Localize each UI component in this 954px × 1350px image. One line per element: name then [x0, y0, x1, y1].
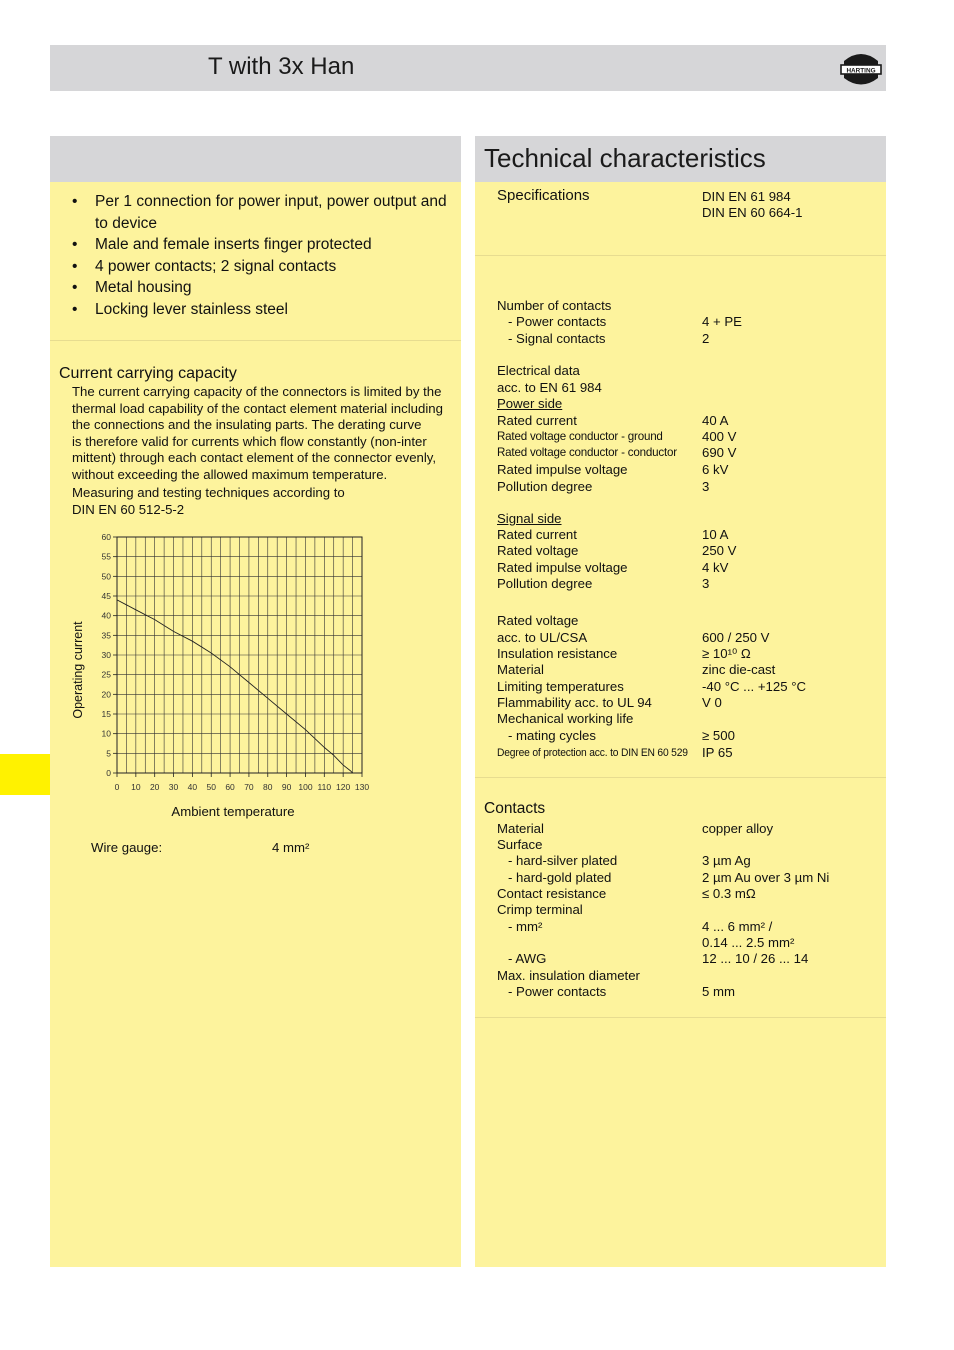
spec-row-value: 0.14 ... 2.5 mm² — [702, 935, 795, 950]
spec-row-label: - Power contacts — [508, 314, 607, 329]
text-line: the connections and the insulating parts. The derating curve — [72, 417, 422, 432]
x-tick-label: 110 — [317, 782, 332, 792]
text-line: thermal load capability of the contact element material including — [72, 400, 443, 416]
spec-row-value: ≥ 10¹⁰ Ω — [702, 646, 751, 661]
spec-row-label: Rated impulse voltage — [497, 560, 628, 575]
spec-row-value: 400 V — [702, 429, 737, 444]
spec-row-value: zinc die-cast — [702, 662, 776, 677]
y-tick-label: 10 — [101, 728, 111, 739]
spec-row-value: 40 A — [702, 413, 729, 428]
spec-row-label: - mating cycles — [508, 728, 596, 743]
spec-row-value: 3 µm Ag — [702, 853, 751, 868]
feature-item: • Male and female inserts finger protected — [72, 234, 462, 256]
page-title: T with 3x Han — [208, 53, 355, 80]
y-tick-label: 25 — [101, 669, 111, 680]
spec-row-value: 2 — [702, 331, 710, 346]
spec-row-value: 2 µm Au over 3 µm Ni — [702, 870, 830, 885]
spec-row-value: 4 kV — [702, 560, 729, 575]
spec-row-label: acc. to UL/CSA — [497, 630, 588, 645]
spec-row-label: Surface — [497, 837, 543, 852]
text-line: without exceeding the allowed maximum temperature. — [72, 466, 388, 482]
y-tick-label: 30 — [101, 650, 111, 660]
spec-row-label: Contact resistance — [497, 886, 607, 901]
feature-item: • Per 1 connection for power input, power output and to device — [72, 191, 462, 234]
spec-row-label: Rated voltage — [497, 613, 579, 628]
y-tick-label: 20 — [101, 689, 111, 700]
x-tick-label: 0 — [114, 782, 120, 792]
x-tick-label: 80 — [263, 782, 273, 792]
y-tick-label: 45 — [101, 591, 111, 601]
spec-row-value: ≤ 0.3 mΩ — [702, 886, 756, 901]
spec-row-value: 690 V — [702, 445, 737, 460]
spec-row-value: V 0 — [702, 695, 722, 710]
header-bar — [50, 45, 886, 91]
spec-row-value: 5 mm — [702, 984, 735, 999]
spec-row-label: Electrical data — [497, 363, 580, 378]
feature-list — [72, 191, 462, 320]
spec-row-label: - Signal contacts — [508, 331, 606, 346]
text-line: The current carrying capacity of the connectors is limited by the — [72, 384, 442, 399]
x-tick-label: 130 — [354, 782, 370, 792]
spec-row-label: Max. insulation diameter — [497, 968, 640, 983]
x-tick-label: 120 — [336, 782, 351, 792]
spec-row-label: Material — [497, 662, 544, 677]
spec-row-label: Degree of protection acc. to DIN EN 60 529 — [497, 747, 688, 759]
spec-row-label: Rated current — [497, 413, 577, 428]
spec-row-value: 3 — [702, 479, 710, 494]
spec-row-label: Pollution degree — [497, 479, 593, 494]
x-tick-label: 100 — [298, 782, 313, 792]
spec-row-label: - Power contacts — [508, 984, 607, 999]
spec-row-label: Number of contacts — [497, 298, 612, 313]
spec-row-label: Material — [497, 821, 544, 836]
spec-row-value: 3 — [702, 576, 710, 591]
x-tick-label: 40 — [187, 782, 198, 792]
y-tick-label: 50 — [101, 571, 111, 582]
spec-row-value: 10 A — [702, 527, 729, 542]
spec-row-label: - AWG — [508, 951, 547, 966]
feature-item: • Metal housing — [72, 277, 462, 299]
spec-row-value: 250 V — [702, 543, 737, 558]
derating-curve — [117, 600, 353, 773]
spec-row-value: 4 + PE — [702, 314, 742, 329]
spec-row-value: 6 kV — [702, 462, 729, 477]
x-axis-label: Ambient temperature — [171, 804, 295, 819]
side-tab — [0, 754, 50, 795]
spec-row-label: Rated impulse voltage — [497, 462, 628, 477]
current-capacity-text — [72, 384, 462, 483]
y-tick-label: 35 — [101, 630, 111, 641]
spec-row-label: Pollution degree — [497, 576, 593, 591]
spec-row-label: Rated voltage conductor - ground — [497, 430, 663, 443]
spec-row-label: Rated voltage conductor - conductor — [497, 446, 677, 459]
spec-value: DIN EN 61 984 — [702, 189, 791, 204]
right-divider — [475, 255, 886, 256]
feature-item: • Locking lever stainless steel — [72, 299, 462, 321]
y-tick-label: 5 — [106, 748, 111, 759]
svg-text:HARTING: HARTING — [846, 67, 876, 75]
y-tick-label: 55 — [101, 551, 111, 562]
spec-value: DIN EN 60 664-1 — [702, 205, 803, 220]
spec-row-value: -40 °C ... +125 °C — [702, 679, 807, 694]
y-tick-label: 0 — [106, 768, 111, 778]
y-tick-label: 60 — [101, 532, 111, 542]
spec-row-value: copper alloy — [702, 821, 774, 836]
left-panel-header — [50, 136, 461, 182]
x-tick-label: 60 — [225, 782, 235, 792]
spec-row-label: - mm² — [508, 919, 543, 934]
y-axis-label: Operating current — [71, 621, 85, 719]
x-tick-label: 90 — [281, 782, 292, 792]
spec-row-value: 600 / 250 V — [702, 630, 770, 645]
spec-label: Specifications — [497, 187, 590, 204]
spec-row-label: Flammability acc. to UL 94 — [497, 695, 652, 710]
current-capacity-title: Current carrying capacity — [59, 365, 237, 382]
wire-gauge-value: 4 mm² — [272, 840, 310, 855]
wire-gauge-label: Wire gauge: — [91, 840, 163, 855]
spec-row-label: Crimp terminal — [497, 902, 583, 917]
spec-row-value: 4 ... 6 mm² / — [702, 919, 773, 934]
spec-row-label: Insulation resistance — [497, 646, 618, 661]
feature-item: • 4 power contacts; 2 signal contacts — [72, 256, 462, 278]
y-tick-label: 15 — [101, 709, 111, 719]
left-divider — [50, 340, 461, 341]
y-tick-label: 40 — [101, 610, 111, 621]
spec-row-value: 12 ... 10 / 26 ... 14 — [702, 951, 809, 966]
measuring-text — [72, 485, 462, 518]
spec-row-label: acc. to EN 61 984 — [497, 380, 602, 395]
right-divider — [475, 1017, 886, 1018]
x-tick-label: 30 — [168, 782, 179, 792]
spec-row-label: Mechanical working life — [497, 711, 634, 726]
spec-row-label: Limiting temperatures — [497, 679, 624, 694]
contacts-title: Contacts — [484, 800, 546, 817]
spec-row-label: - hard-silver plated — [508, 853, 618, 868]
spec-row-label: Signal side — [497, 511, 562, 526]
spec-row-value: IP 65 — [702, 745, 733, 760]
x-tick-label: 70 — [244, 782, 254, 792]
derating-chart — [60, 525, 390, 825]
text-line: Measuring and testing techniques according to — [72, 485, 345, 500]
spec-row-label: - hard-gold plated — [508, 870, 612, 885]
x-tick-label: 50 — [206, 782, 216, 792]
x-tick-label: 20 — [149, 782, 160, 792]
text-line: mittent) through each contact element of the connector evenly, — [72, 450, 437, 465]
text-line: is therefore valid for currents which flow constantly (non-inter — [72, 433, 427, 449]
right-divider — [475, 777, 886, 778]
text-line: DIN EN 60 512-5-2 — [72, 501, 185, 517]
tech-title: Technical characteristics — [484, 143, 766, 173]
x-tick-label: 10 — [131, 782, 141, 792]
spec-row-value: ≥ 500 — [702, 728, 735, 743]
harting-logo — [838, 47, 884, 89]
spec-row-label: Rated current — [497, 527, 577, 542]
spec-row-label: Power side — [497, 396, 563, 411]
spec-row-label: Rated voltage — [497, 543, 579, 558]
